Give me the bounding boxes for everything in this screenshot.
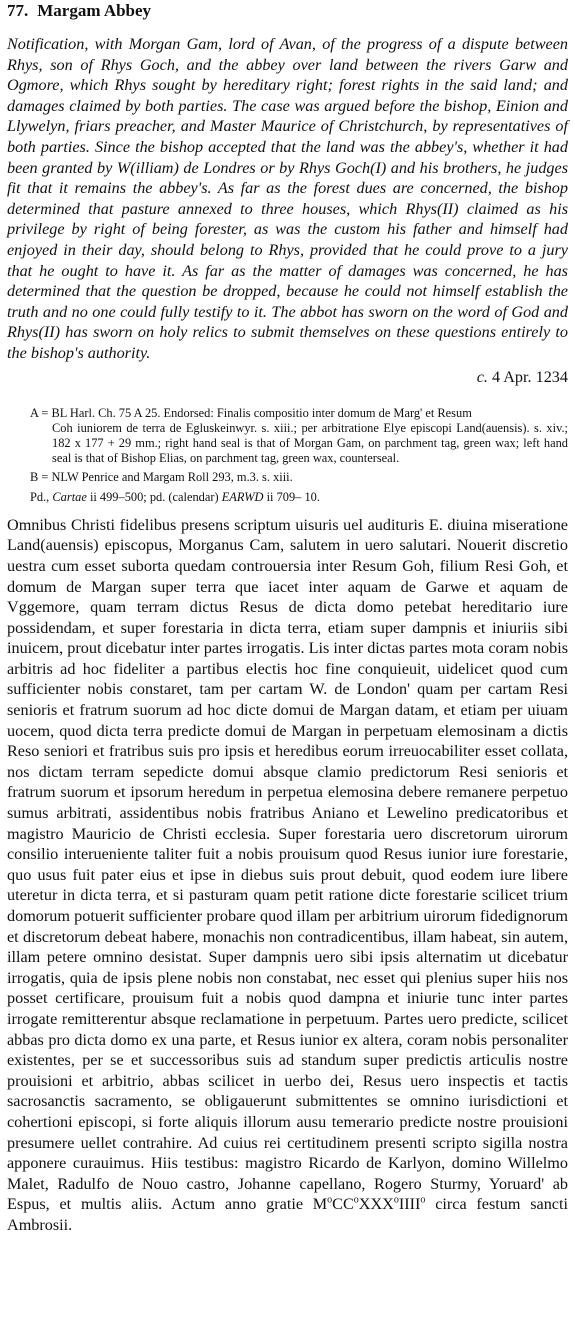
latin-body: Omnibus Christi fidelibus presens scriptum uisuris uel audituris E. diuina miseratione Land(auensis) episcopus, Morganus Cam, salutem in uero salutari. Nouerit discretio uestra cum esset suborta quedam controuersia inter Resum Goh, filium Resi Goh, et domum de Margan super terra que iacet inter aquam de Garwe et aquam de Vggemore, quam terram dictus Resus de dicta domo petebat hereditario iure possidendam, et super forestaria in dicta terra, etiam super dampnis et iniuriis sibi inuicem, prout dicebatur inter partes irrogatis. Lis inter dictas partes mota coram nobis arbitris ad hoc fideliter a partibus electis hoc fine conquieuit, uidelicet quod cum sufficienter nobis constaret, tam per cartam W. de London' quam per cartam Resi senioris et fratrum suorum ad hoc dicte domui de Margan datam, et etiam per uiuam uocem, quod dicta terra predicte domui de Margan in perpetuam elemosinam a dictis Reso seniori et fratribus suis pro ipsis et heredibus eorum irreuocabiliter esset collata, nos dictam terram sepedicte domui absque clamio predictorum Resi senioris et fratrum suorum et ipsorum heredum in perpetua elemosina debere remanere perpetuo sumus arbitrati, assidentibus nobis fratribus Aniano et Lewelino predicatoribus et magistro Mauricio de Christi ecclesia. Super forestaria uero discretorum uirorum consilio interueniente taliter fuit a nobis prouisum quod Resus iunior iure forestarie, quo usus fuit pater eius et ipse in diebus suis prout debuit, quod eodem iure libere uteretur in dicta terra, et si pasturam quam petit ratione dicte forestarie scilicet trium domorum potuerit sufficienter probare quod illam per arbitrium uirorum fidedignorum et discretorum debeat habere, monachis non contradicentibus, illam habeat, sin autem, illam petere omnino desistat. Super dampnis uero sibi ipsis alternatim ut dicebatur irrogatis, quia de ipsis plene nobis non constabat, nec esset qui plenius super hiis nos posset certificare, prouisum fuit a nobis quod dampna et iniurie tunc inter partes irrogate remitterentur absque reclamatione in perpetuum. Partes uero predicte, scilicet abbas pro dicta domo ex una parte, et Resus iunior ex altera, coram nobis personaliter existentes, per se et successoribus suis ad standum super predictis articulis nostre prouisioni et arbitrio, abbas scilicet in uerbo dei, Resus uero inspectis et tactis sacrosanctis sacramento, se obligauerunt submittentes se omnino iurisdictioni et cohertioni episcopi, si forte aliquis illorum ausu temerario predicte nostre prouisioni presumere uellet contrahire. Ad cuius rei certitudinem presenti scripto sigilla nostra apponere curauimus. Hiis testibus: magistro Ricardo de Karlyon, domino Willelmo Malet, Radulfo de Nouo castro, Johanne capellano, Rogero Sturmy, Yoruard' ab Espus, et multis aliis. Actum anno gratie M <box>7 515 568 1214</box>
superscript-o-4: o <box>420 1194 426 1206</box>
note-pd-mid: ii 499–500; pd. (calendar) <box>89 489 219 504</box>
latin-tail: circa festum sancti Ambrosii. <box>7 1195 568 1234</box>
entry-number: 77. <box>7 1 29 20</box>
note-pd-title-earwd: EARWD <box>221 489 264 504</box>
note-pd-end: ii 709– 10. <box>266 489 320 504</box>
note-a-main: A = BL Harl. Ch. 75 A 25. Endorsed: Finalis compositio inter domum de Marg' et Resum <box>30 405 472 420</box>
document-date <box>7 366 568 388</box>
note-source-a <box>30 406 568 467</box>
note-printed <box>30 490 568 505</box>
entry-title: Margam Abbey <box>37 1 152 20</box>
english-summary: Notification, with Morgan Gam, lord of Avan, of the progress of a dispute between Rhys, son of Rhys Goch, and the abbey over land between the rivers Garw and Ogmore, which Rhys sought by hereditary right; forest rights in the said land; and damages claimed by both parties. The case was argued before the bishop, Einion and Llywelyn, friars preacher, and Master Maurice of Christchurch, by representatives of both parties. Since the bishop accepted that the land was the abbey's, whether it had been granted by W(illiam) de Londres or by Rhys Goch(I) and his brothers, he judges fit that it remains the abbey's. As far as the forest dues are concerned, the bishop determined that pasture annexed to three houses, which Rhys(II) claimed as his privilege by right of being forester, as was the custom his father and himself had enjoyed in their day, should belong to Rhys, provided that he could prove to a jury that he ought to have it. As far as the matter of damages was concerned, he has determined that the question be dropped, because he could not himself establish the truth and no one could fully testify to it. The abbot has sworn on the word of God and Rhys(II) has sworn on holy relics to submit themselves on these questions entirely to the bishop's authority. <box>7 35 568 362</box>
note-source-b: B = NLW Penrice and Margam Roll 293, m.3. s. xiii. <box>30 470 293 485</box>
latin-text <box>7 515 568 1236</box>
date-value: 4 Apr. 1234 <box>492 367 568 386</box>
entry-heading <box>7 0 568 22</box>
superscript-o-1: o <box>327 1194 333 1206</box>
textual-notes <box>7 406 568 505</box>
year-xxx: XXX <box>358 1195 394 1214</box>
note-a-continued: Coh iuniorem de terra de Egluskeinwyr. s. xiii.; per arbitratione Elye episcopi Land(auensis). s. xiv.; 182 x 177 + 29 mm.; right hand seal is that of Morgan Gam, on parchment tag, green wax; left hand seal is that of Bishop Elias, on parchment tag, green wax, counterseal. <box>52 420 568 466</box>
document-page <box>7 0 568 1236</box>
year-cc: CC <box>332 1195 354 1214</box>
superscript-o-3: o <box>393 1194 399 1206</box>
date-circa: c. <box>476 367 488 386</box>
superscript-o-2: o <box>353 1194 359 1206</box>
note-pd-prefix: Pd., <box>30 489 50 504</box>
year-iiii: IIII <box>398 1195 421 1214</box>
note-pd-title-cartae: Cartae <box>52 489 87 504</box>
